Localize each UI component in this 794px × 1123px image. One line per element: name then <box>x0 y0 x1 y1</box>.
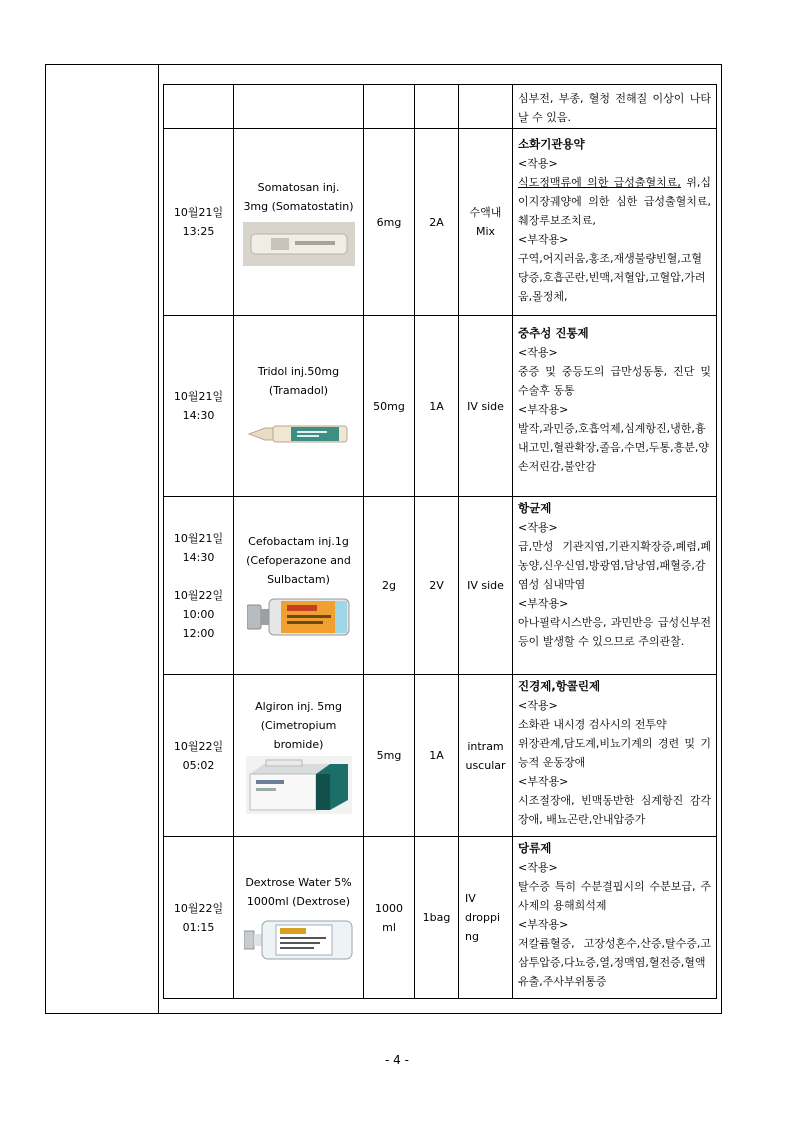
side-effect-text: 발작,과민증,호흡억제,심계항진,냉한,흉내고민,혈관확장,졸음,수면,두통,흥분,양손저린감,불안감 <box>518 422 709 473</box>
route-cell: IV droppi ng <box>459 837 513 999</box>
desc-cell <box>513 129 717 316</box>
drug-name: Somatosan inj. 3mg (Somatostatin) <box>243 181 354 213</box>
qty-cell: 1A <box>415 316 459 497</box>
desc-title: 항균제 <box>518 501 552 515</box>
bottle-image <box>244 917 354 963</box>
qty-cell: 2A <box>415 129 459 316</box>
time-cell: 10월21일 14:30 <box>164 316 234 497</box>
route-cell: 수액내 Mix <box>459 129 513 316</box>
side-effect-label: <부작용> <box>518 403 569 416</box>
effect-label: <작용> <box>518 521 558 534</box>
time-cell <box>164 85 234 129</box>
drug-cell <box>234 316 364 497</box>
desc-title: 중추성 진통제 <box>518 326 589 340</box>
time-cell: 10월22일 01:15 <box>164 837 234 999</box>
drug-name: Dextrose Water 5% 1000ml (Dextrose) <box>245 875 352 908</box>
drug-cell <box>234 675 364 837</box>
dose-cell <box>364 85 415 129</box>
side-effect-text: 시조절장애, 빈맥동반한 심계항진 감각장애, 배뇨곤란,안내압증가 <box>518 794 711 826</box>
side-effect-text: 저칼륨혈증, 고장성혼수,산증,탈수증,고삼투압증,다뇨증,열,정맥염,혈전증,혈액유출,주사부위통증 <box>518 937 711 988</box>
drug-name: Cefobactam inj.1g (Cefoperazone and Sulbactam) <box>246 535 351 586</box>
route-cell: IV side <box>459 316 513 497</box>
drug-cell <box>234 837 364 999</box>
desc-title: 당류제 <box>518 841 552 855</box>
effect-text: 중증 및 중등도의 급만성동통, 진단 및 수술후 동통 <box>518 365 711 397</box>
effect-text: 탈수증 특히 수분결핍시의 수분보급, 주사제의 용해희석제 <box>518 880 711 912</box>
effect-label: <작용> <box>518 861 558 874</box>
table-row <box>164 497 717 675</box>
effect-text: 급,만성 기관지염,기관지확장증,폐렴,폐농양,신우신염,방광염,담낭염,패혈증,감염성 심내막염 <box>518 540 711 591</box>
drug-cell <box>234 85 364 129</box>
time-cell: 10월21일 14:30 10월22일 10:00 12:00 <box>164 497 234 675</box>
desc-cell <box>513 837 717 999</box>
drug-name: Tridol inj.50mg (Tramadol) <box>257 365 340 397</box>
table-row <box>164 316 717 497</box>
drug-cell <box>234 497 364 675</box>
table-row <box>164 129 717 316</box>
vial-image <box>247 595 351 639</box>
effect-text: 식도정맥류에 의한 급성출혈치료, 위,십이지장궤양에 의한 심한 급성출혈치료, 췌장루보조치료, <box>518 176 711 227</box>
page-number: - 4 - <box>385 1053 409 1067</box>
dose-cell: 6mg <box>364 129 415 316</box>
drug-name: Algiron inj. 5mg (Cimetropium bromide) <box>255 700 342 751</box>
qty-cell: 1bag <box>415 837 459 999</box>
ampoule-small-image <box>247 418 351 450</box>
effect-label: <작용> <box>518 699 558 712</box>
route-cell: IV side <box>459 497 513 675</box>
time-cell: 10월22일 05:02 <box>164 675 234 837</box>
ampoule-long-image <box>243 222 355 266</box>
effect-text: 소화관 내시경 검사시의 전투약 위장관계,담도계,비뇨기계의 경련 및 기능적 운동장애 <box>518 718 711 769</box>
side-effect-label: <부작용> <box>518 775 569 788</box>
dose-cell: 2g <box>364 497 415 675</box>
side-effect-label: <부작용> <box>518 597 569 610</box>
qty-cell <box>415 85 459 129</box>
medication-table <box>163 84 717 999</box>
effect-label: <작용> <box>518 157 558 170</box>
desc-cell <box>513 497 717 675</box>
drug-cell <box>234 129 364 316</box>
box-image <box>246 756 352 814</box>
desc-text: 심부전, 부종, 혈청 전해질 이상이 나타날 수 있음. <box>518 91 711 124</box>
table-row <box>164 675 717 837</box>
desc-title: 진경제,항콜린제 <box>518 679 601 693</box>
table-row <box>164 837 717 999</box>
desc-cell <box>513 85 717 129</box>
dose-cell: 5mg <box>364 675 415 837</box>
side-effect-label: <부작용> <box>518 918 569 931</box>
desc-title: 소화기관용약 <box>518 137 585 151</box>
table-row <box>164 85 717 129</box>
left-column-divider <box>158 65 159 1013</box>
effect-label: <작용> <box>518 346 558 359</box>
time-cell: 10월21일 13:25 <box>164 129 234 316</box>
desc-cell <box>513 316 717 497</box>
side-effect-label: <부작용> <box>518 233 569 246</box>
qty-cell: 2V <box>415 497 459 675</box>
route-cell <box>459 85 513 129</box>
dose-cell: 50mg <box>364 316 415 497</box>
qty-cell: 1A <box>415 675 459 837</box>
dose-cell: 1000 ml <box>364 837 415 999</box>
side-effect-text: 아나필락시스반응, 과민반응 급성신부전 등이 발생할 수 있으므로 주의관찰. <box>518 616 711 648</box>
side-effect-text: 구역,어지러움,홍조,재생불량빈혈,고혈당증,호흡곤란,빈맥,저혈압,고혈압,가려움,몰정체, <box>518 252 706 303</box>
desc-cell <box>513 675 717 837</box>
route-cell: intram uscular <box>459 675 513 837</box>
